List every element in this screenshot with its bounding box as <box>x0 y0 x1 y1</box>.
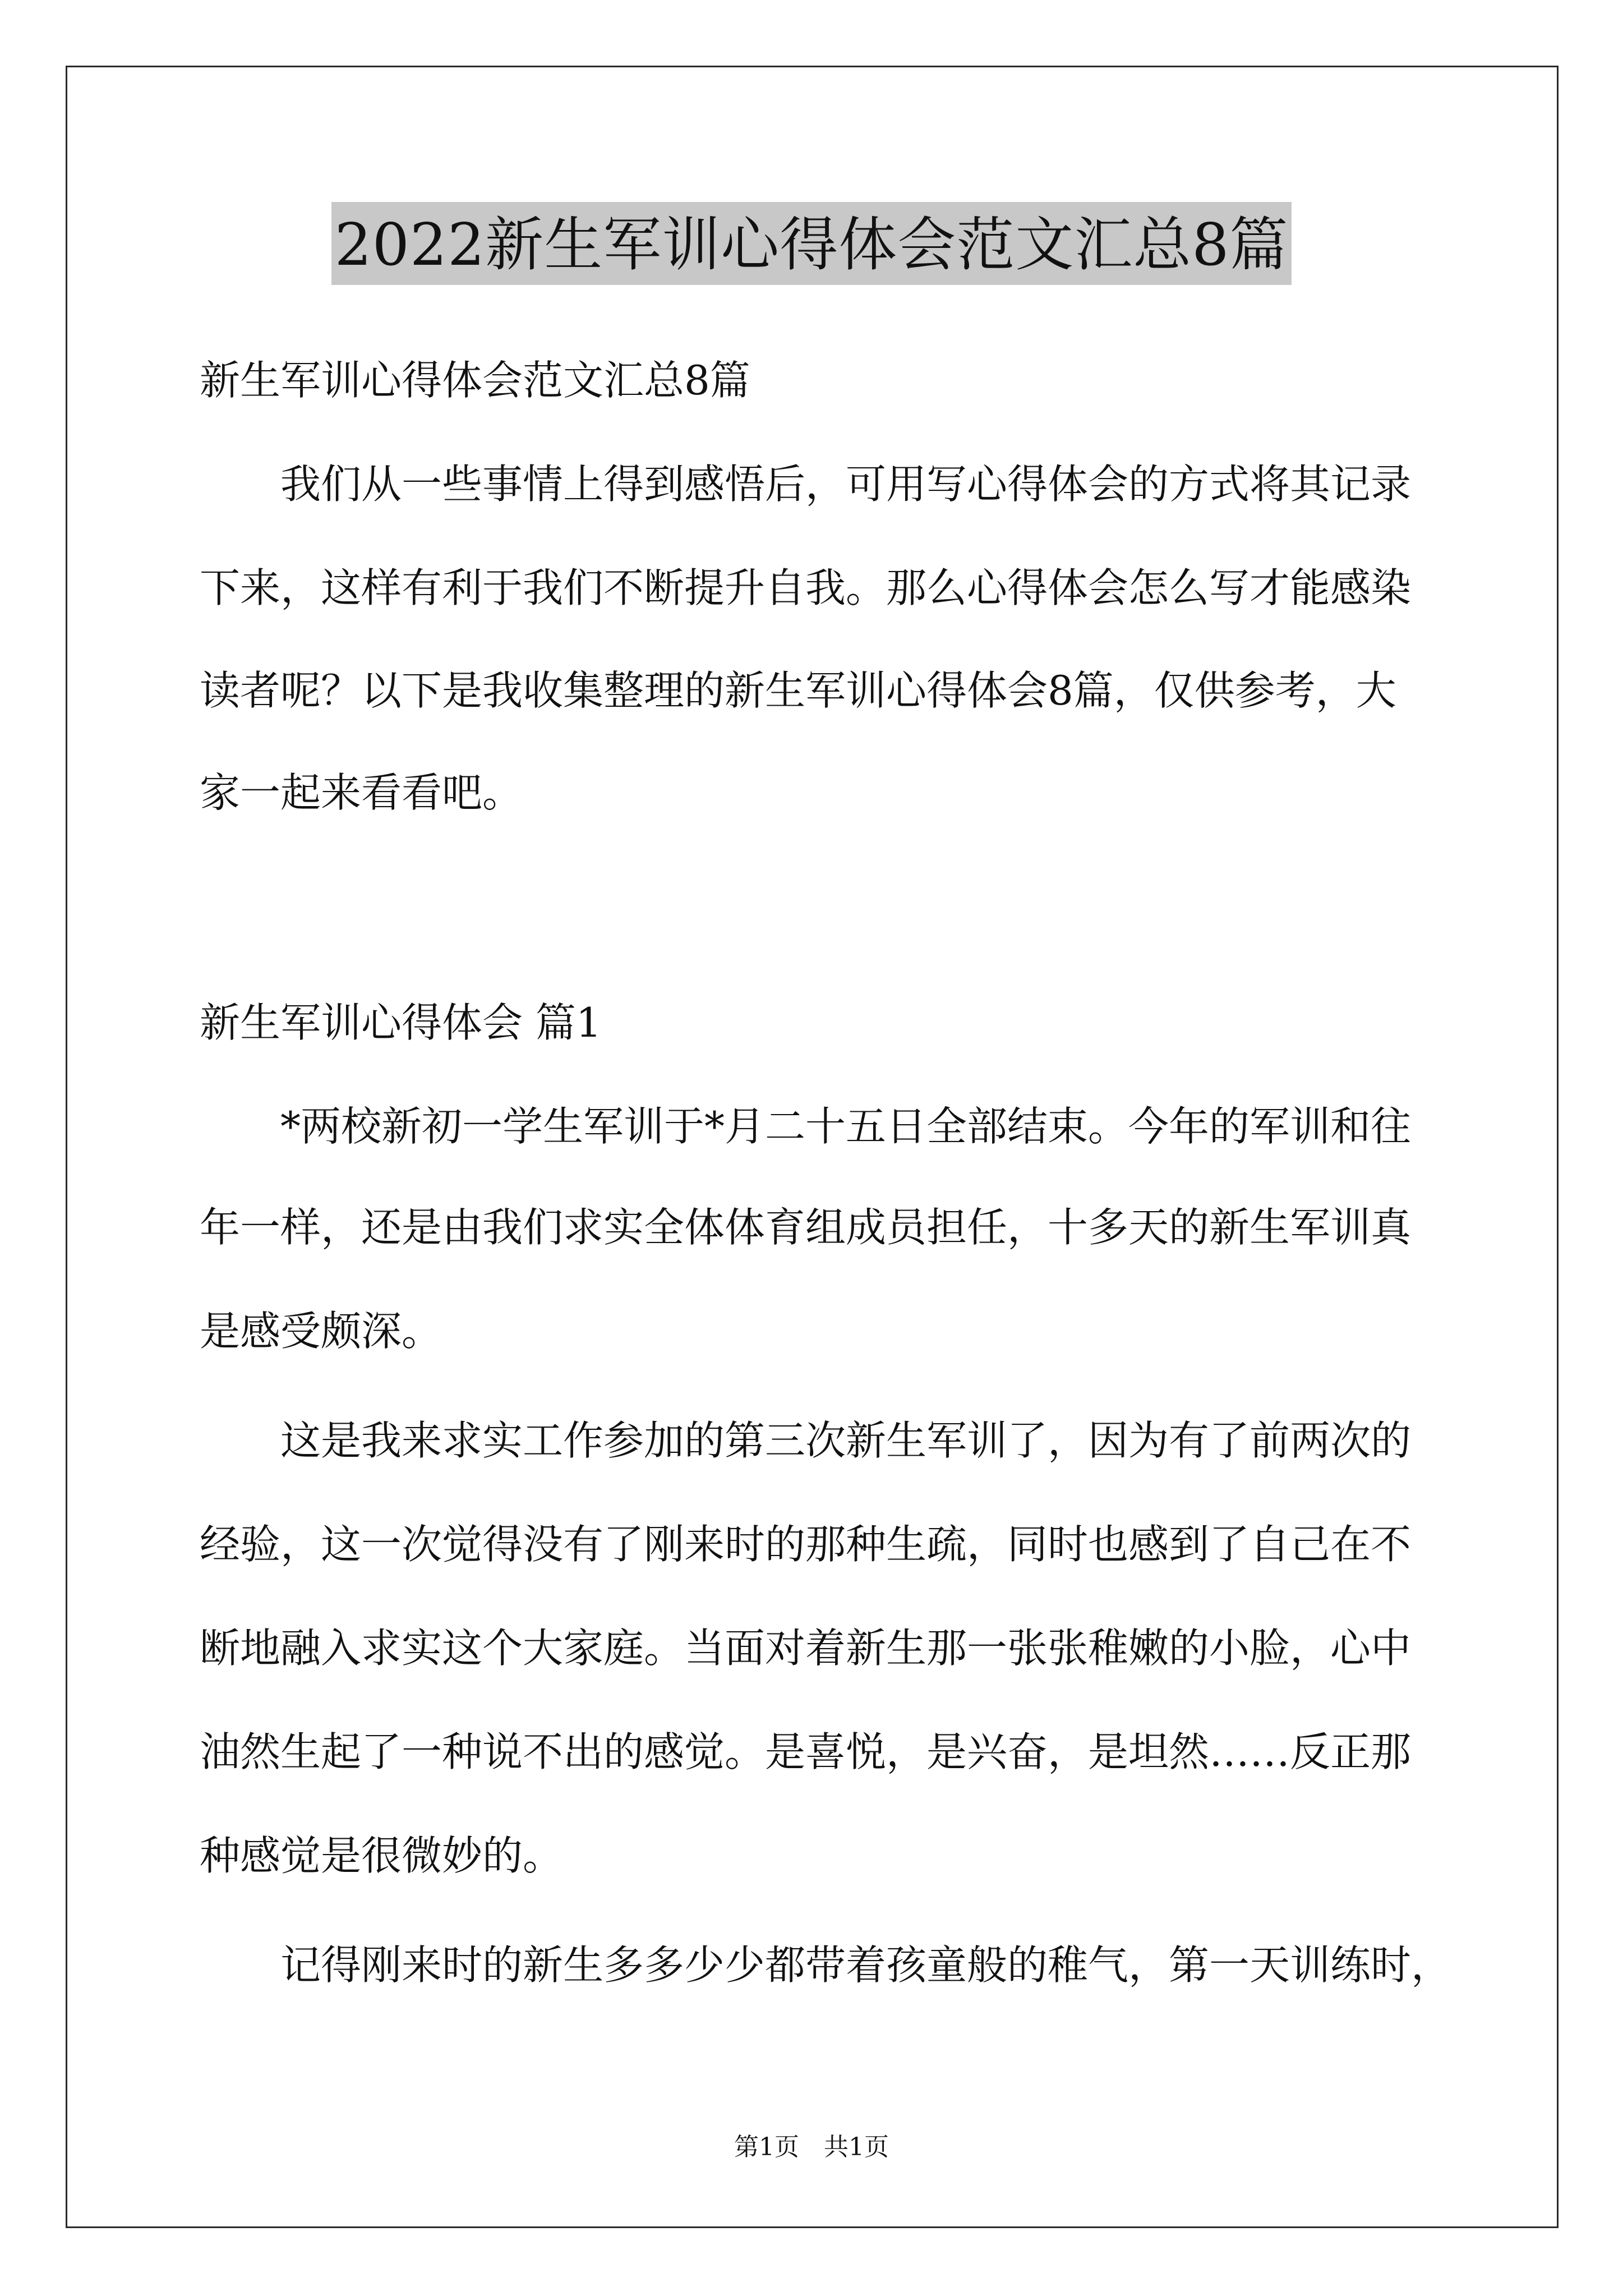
intro-line-2: 下来，这样有利于我们不断提升自我。那么心得体会怎么写才能感染 <box>200 564 1412 611</box>
body-line-5: 经验，这一次觉得没有了刚来时的那种生疏，同时也感到了自己在不 <box>200 1521 1412 1568</box>
body-line-8: 种感觉是很微妙的。 <box>200 1832 564 1879</box>
intro-line-4: 家一起来看看吧。 <box>200 769 523 816</box>
body-line-7: 油然生起了一种说不出的感觉。是喜悦，是兴奋，是坦然……反正那 <box>200 1728 1412 1775</box>
intro-line-3: 读者呢？以下是我收集整理的新生军训心得体会8篇，仅供参考，大 <box>200 667 1396 714</box>
intro-line-1: 我们从一些事情上得到感悟后，可用写心得体会的方式将其记录 <box>280 461 1412 508</box>
document-subtitle: 新生军训心得体会范文汇总8篇 <box>200 357 750 404</box>
body-line-2: 年一样，还是由我们求实全体体育组成员担任，十多天的新生军训真 <box>200 1204 1412 1251</box>
section-heading: 新生军训心得体会 篇1 <box>200 999 602 1046</box>
body-line-3: 是感受颇深。 <box>200 1308 442 1355</box>
body-line-4: 这是我来求实工作参加的第三次新生军训了，因为有了前两次的 <box>280 1417 1412 1464</box>
body-line-6: 断地融入求实这个大家庭。当面对着新生那一张张稚嫩的小脸，心中 <box>200 1625 1412 1672</box>
body-line-1: *两校新初一学生军训于*月二十五日全部结束。今年的军训和往 <box>280 1103 1412 1150</box>
title-container <box>0 202 1623 285</box>
page-footer: 第1页 共1页 <box>734 2133 889 2161</box>
document-title: 2022新生军训心得体会范文汇总8篇 <box>331 202 1292 285</box>
body-line-9: 记得刚来时的新生多多少少都带着孩童般的稚气，第一天训练时， <box>280 1941 1452 1989</box>
